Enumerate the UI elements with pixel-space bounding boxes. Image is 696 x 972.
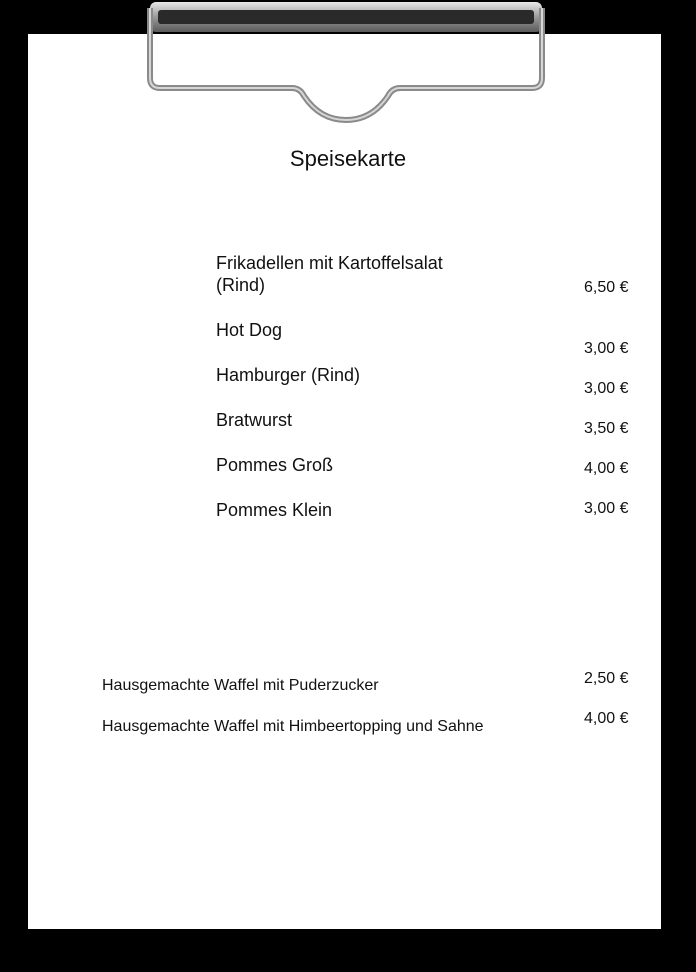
dessert-item-price: 2,50 € (584, 670, 629, 687)
dessert-item-name: Hausgemachte Waffel mit Puderzucker (102, 677, 379, 694)
menu-item-name: Bratwurst (216, 410, 293, 430)
menu-item-name: Pommes Klein (216, 500, 333, 520)
menu-item-name: Pommes Groß (216, 455, 334, 475)
menu-item-price: 3,50 € (584, 420, 629, 437)
dessert-item-name: Hausgemachte Waffel mit Himbeertopping und Sahne (102, 718, 484, 735)
menu-item-price: 3,00 € (584, 340, 629, 357)
menu-item-price: 4,00 € (584, 460, 629, 477)
page-title: Speisekarte (289, 146, 407, 171)
menu-item-name: Hamburger (Rind) (216, 365, 361, 385)
menu-item-name: (Rind) (216, 275, 266, 295)
menu-item-name: Hot Dog (216, 320, 283, 340)
menu-item-price: 6,50 € (584, 279, 629, 296)
menu-item-price: 3,00 € (584, 380, 629, 397)
menu-item-price: 3,00 € (584, 500, 629, 517)
dessert-item-price: 4,00 € (584, 710, 629, 727)
menu-item-name: Frikadellen mit Kartoffelsalat (216, 253, 443, 273)
